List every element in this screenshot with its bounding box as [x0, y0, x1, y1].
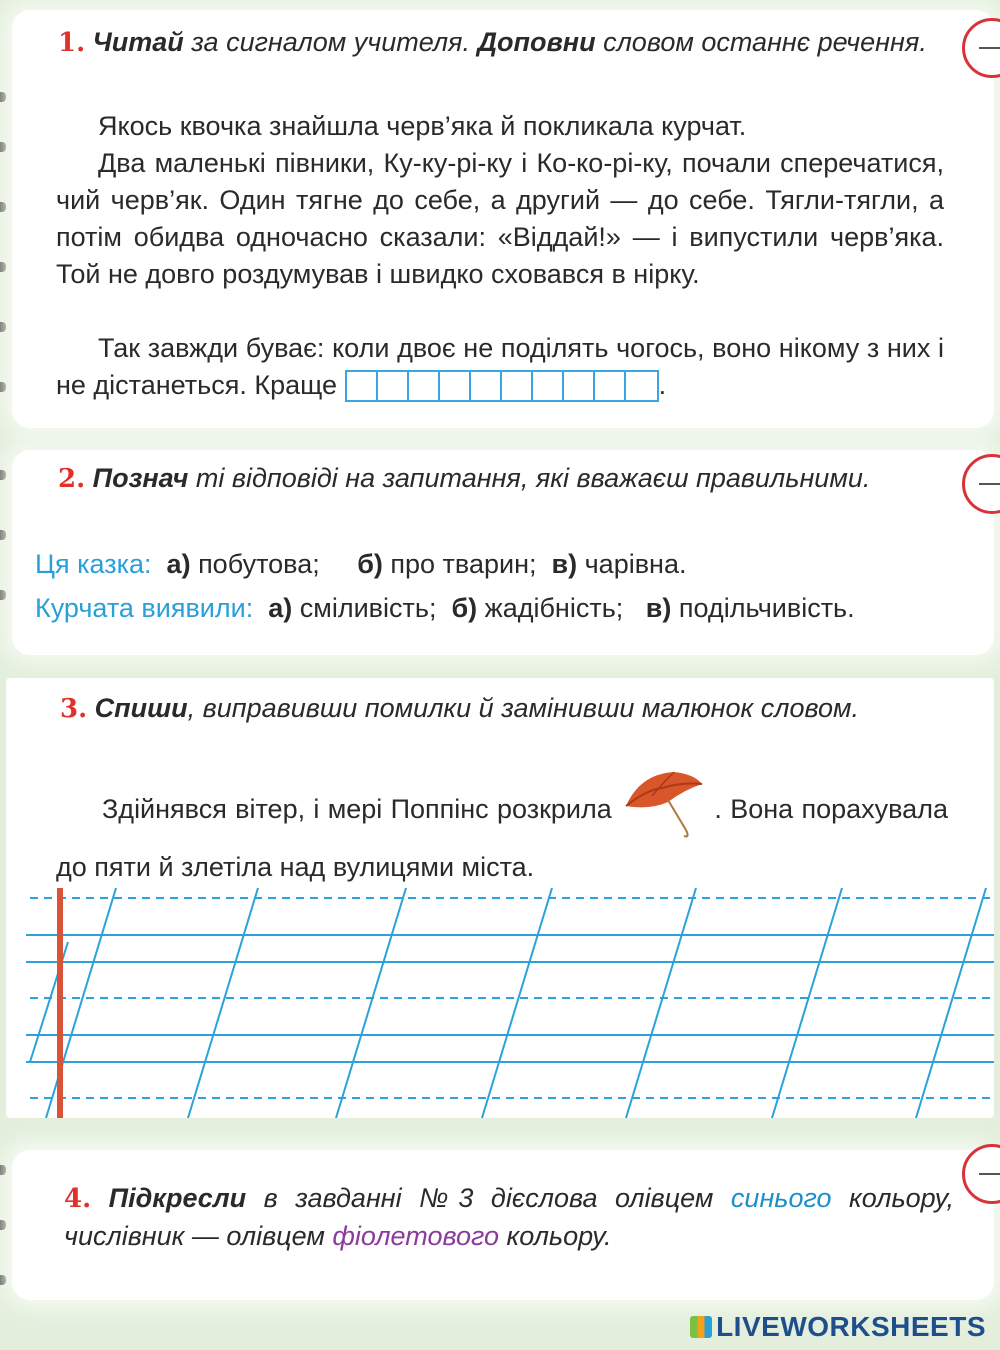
check-circle-icon[interactable] [962, 1144, 1000, 1204]
question1-row [35, 546, 686, 582]
task4-text-c: кольору. [499, 1221, 612, 1251]
task3-instruction [60, 690, 950, 727]
purple-color-word: фіолетового [332, 1221, 500, 1251]
umbrella-icon [622, 770, 704, 840]
task1-period: . [658, 370, 667, 400]
binder-hole [0, 142, 6, 152]
blue-color-word: синього [730, 1183, 832, 1213]
check-circle-icon[interactable] [962, 18, 1000, 78]
binder-hole [0, 202, 6, 212]
task3-verb: Спиши [94, 693, 188, 723]
option-q1-c[interactable]: в) чарівна. [551, 549, 687, 579]
task4-text-b: кольору, числівник — олівцем [64, 1183, 954, 1251]
task2-text: ті відповіді на запитання, які вважаєш правильними. [188, 463, 871, 493]
question2-label: Курчата виявили: [35, 593, 254, 623]
task3-number: 3. [60, 694, 88, 724]
task4-instruction [64, 1180, 954, 1255]
task4-text-a: в завданні №3 дієслова олівцем [246, 1183, 731, 1213]
option-q2-b[interactable]: б) жадібність; [451, 593, 624, 623]
logo-mark-icon [690, 1316, 712, 1338]
binder-hole [0, 530, 6, 540]
task4-number: 4. [64, 1184, 92, 1214]
task3-sentence-before: Здійнявся вітер, і мері Поппінс розкрила [102, 794, 612, 824]
binder-hole [0, 1275, 6, 1285]
task1-paragraph2: Два маленькі півники, Ку-ку-рі-ку і Ко-ко-рі-ку, почали сперечатися, чий черв’як. Один тягне до себе, а другий — до себе. Тягли-тягли, а потім обидва одночасно сказали: «Віддай!» — і випустили черв’яка. Той не довго роздумував і швидко сховався в нірку. [56, 148, 944, 289]
task1-text1: за сигналом учителя. [183, 27, 478, 57]
task2-instruction [58, 460, 946, 497]
binder-hole [0, 470, 6, 480]
binder-hole [0, 382, 6, 392]
task1-verb2: Доповни [477, 27, 596, 57]
answer-input-boxes[interactable] [345, 370, 659, 402]
check-circle-icon[interactable] [962, 454, 1000, 514]
task1-paragraph3 [56, 330, 944, 404]
task4-verb: Підкресли [108, 1183, 247, 1213]
task1-text2: словом останнє речення. [595, 27, 927, 57]
option-q1-a[interactable]: а) побутова; [166, 549, 320, 579]
task2-card [12, 450, 994, 655]
task4-card [12, 1150, 994, 1300]
task3-sentence [56, 770, 948, 895]
task1-instruction [58, 24, 936, 61]
handwriting-lines[interactable] [6, 878, 994, 1118]
binder-hole [0, 322, 6, 332]
task1-paragraph3-text: Так завжди буває: коли двоє не поділять чогось, воно нікому з них і не дістанеться. Краще [56, 333, 944, 400]
task1-verb1: Читай [92, 27, 184, 57]
binder-hole [0, 1165, 6, 1175]
task1-card [12, 10, 994, 428]
question1-label: Ця казка: [35, 549, 152, 579]
task3-sentence-after: . Вона порахувала до пяти й злетіла над вулицями міста. [56, 794, 948, 882]
task3-text: , виправивши помилки й замінивши малюнок словом. [187, 693, 860, 723]
option-q1-b[interactable]: б) про тварин; [357, 549, 537, 579]
task1-number: 1. [58, 28, 86, 58]
option-q2-c[interactable]: в) подільчивість. [645, 593, 855, 623]
task2-number: 2. [58, 464, 86, 494]
logo-text: LIVEWORKSHEETS [716, 1311, 986, 1342]
liveworksheets-logo[interactable] [690, 1311, 986, 1343]
binder-hole [0, 1220, 6, 1230]
task1-paragraph1: Якось квочка знайшла черв’яка й покликала курчат. [98, 111, 747, 141]
binder-hole [0, 92, 6, 102]
option-q2-a[interactable]: а) сміливість; [268, 593, 437, 623]
task3-card [6, 678, 994, 1118]
task2-verb: Познач [92, 463, 189, 493]
binder-hole [0, 590, 6, 600]
question2-row [35, 590, 855, 626]
binder-hole [0, 262, 6, 272]
